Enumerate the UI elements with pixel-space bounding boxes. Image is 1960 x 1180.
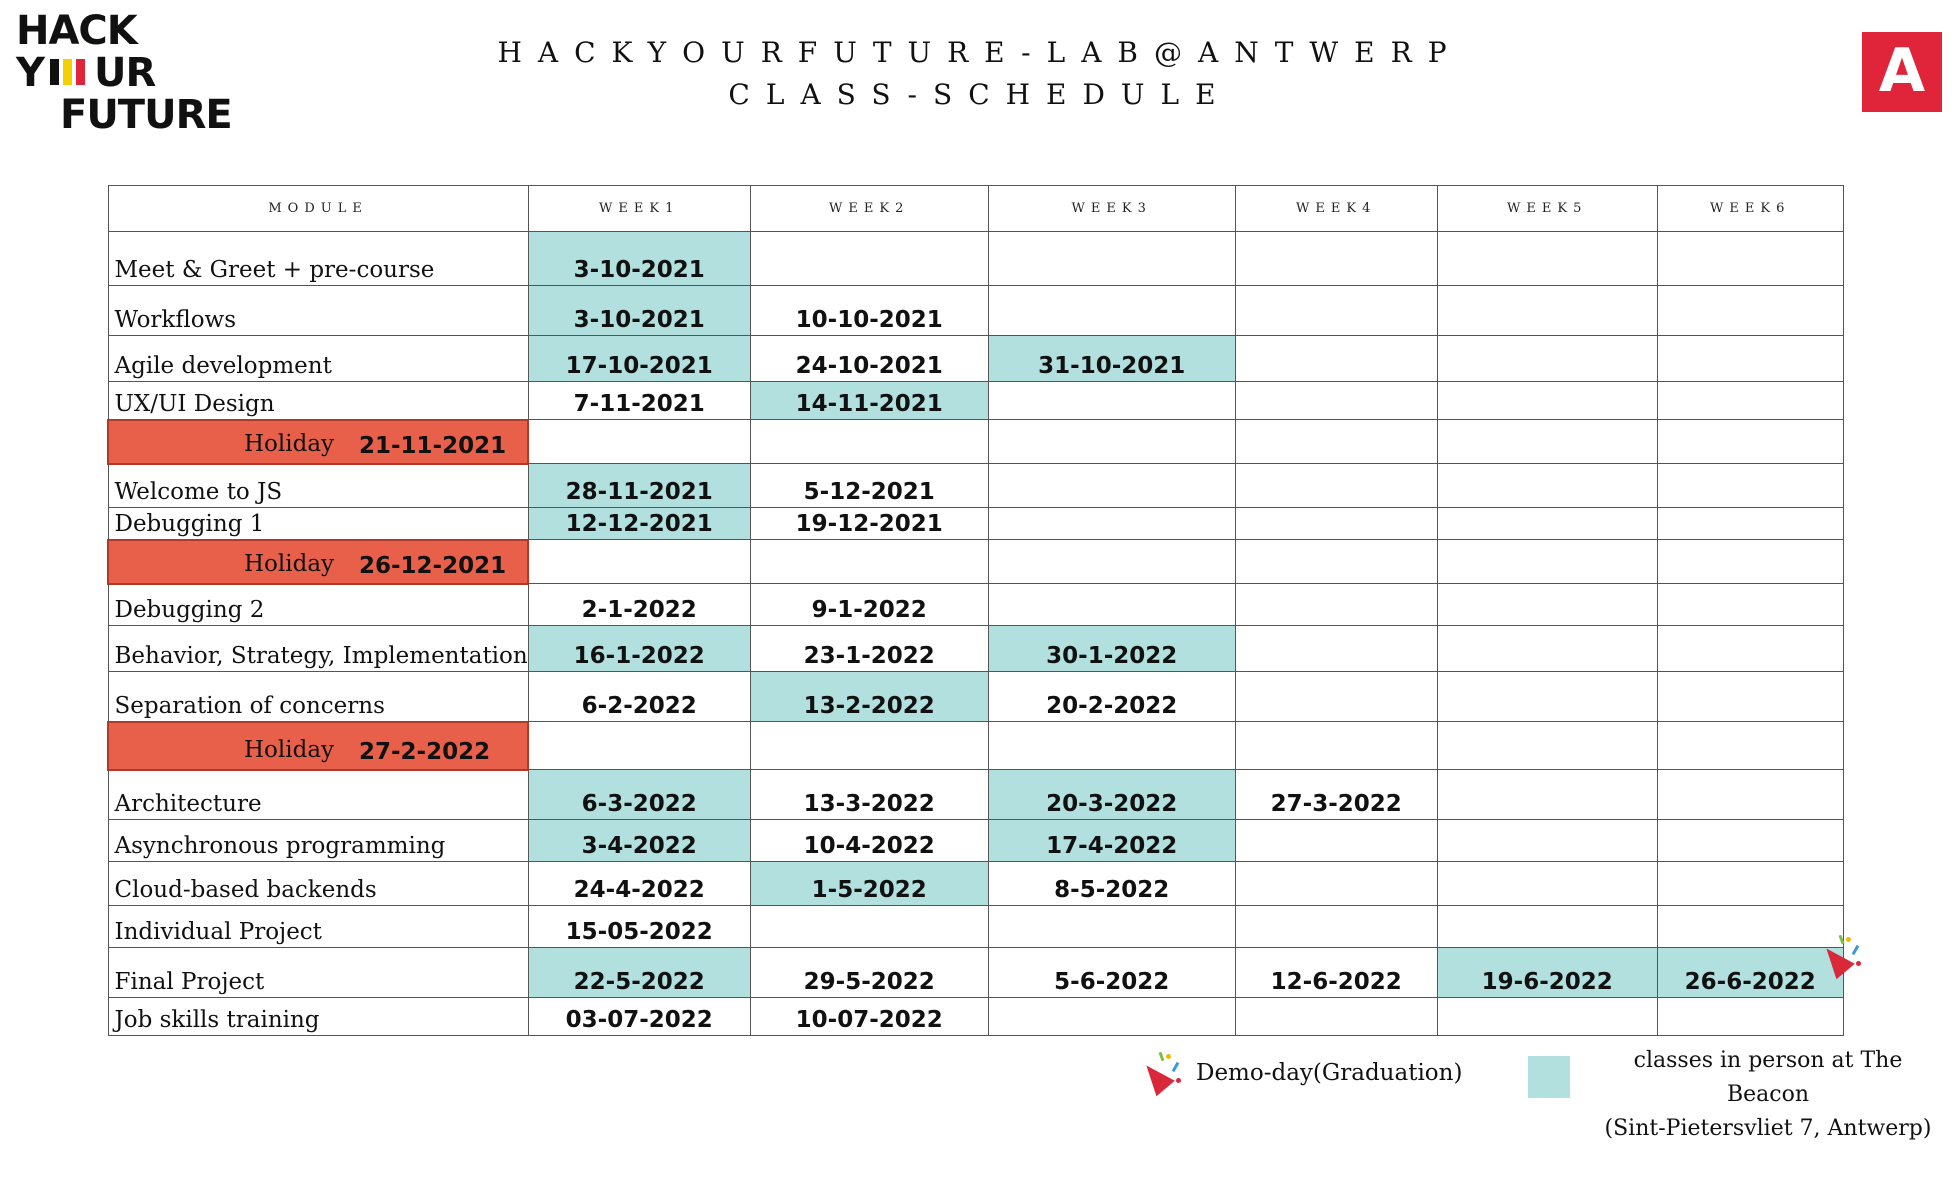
- table-row: [108, 382, 1843, 420]
- week-6-date: [1657, 862, 1843, 906]
- week-4-date: [1235, 906, 1437, 948]
- empty-cell: [1235, 420, 1437, 464]
- holiday-date: 26-12-2021: [359, 552, 507, 579]
- week-2-date: 19-12-2021: [750, 508, 988, 540]
- module-name: Welcome to JS: [108, 464, 528, 508]
- holiday-label: Holiday: [244, 550, 335, 577]
- empty-cell: [1235, 540, 1437, 584]
- empty-cell: [1437, 722, 1657, 770]
- week-4-date: [1235, 672, 1437, 722]
- empty-cell: [750, 722, 988, 770]
- week-5-date: [1437, 998, 1657, 1036]
- party-popper-icon: [1822, 935, 1862, 975]
- table-row: [108, 770, 1843, 820]
- antwerp-logo-letter: A: [1878, 36, 1926, 106]
- legend-in-person-line2: (Sint-Pietersvliet 7, Antwerp): [1604, 1116, 1932, 1141]
- week-1-date: 22-5-2022: [528, 948, 750, 998]
- module-name: Individual Project: [108, 906, 528, 948]
- week-1-date: 16-1-2022: [528, 626, 750, 672]
- week-2-date: 14-11-2021: [750, 382, 988, 420]
- holiday-row: [108, 722, 1843, 770]
- week-6-date: [1657, 508, 1843, 540]
- week-3-date: [988, 584, 1235, 626]
- week-1-date: 6-2-2022: [528, 672, 750, 722]
- week-1-date: 17-10-2021: [528, 336, 750, 382]
- week-6-date: [1657, 464, 1843, 508]
- week-6-date: [1657, 998, 1843, 1036]
- header-week-3: WEEK3: [988, 186, 1235, 232]
- module-name: Debugging 1: [108, 508, 528, 540]
- week-4-date: [1235, 232, 1437, 286]
- holiday-cell: [108, 540, 528, 584]
- week-5-date: [1437, 862, 1657, 906]
- week-2-date: 9-1-2022: [750, 584, 988, 626]
- week-6-date: [1657, 672, 1843, 722]
- holiday-date: 27-2-2022: [359, 738, 491, 765]
- module-name: Meet & Greet + pre-course: [108, 232, 528, 286]
- week-5-date: [1437, 232, 1657, 286]
- week-4-date: 12-6-2022: [1235, 948, 1437, 998]
- week-3-date: [988, 232, 1235, 286]
- empty-cell: [528, 722, 750, 770]
- module-name: Job skills training: [108, 998, 528, 1036]
- week-2-date: [750, 232, 988, 286]
- week-5-date: [1437, 906, 1657, 948]
- table-row: [108, 626, 1843, 672]
- module-name: Behavior, Strategy, Implementation: [108, 626, 528, 672]
- empty-cell: [988, 420, 1235, 464]
- table-row: [108, 508, 1843, 540]
- week-3-date: [988, 998, 1235, 1036]
- week-1-date: 2-1-2022: [528, 584, 750, 626]
- empty-cell: [988, 540, 1235, 584]
- holiday-date: 21-11-2021: [359, 432, 507, 459]
- week-3-date: 31-10-2021: [988, 336, 1235, 382]
- week-5-date: [1437, 820, 1657, 862]
- week-3-date: [988, 464, 1235, 508]
- week-5-date: [1437, 336, 1657, 382]
- module-name: Debugging 2: [108, 584, 528, 626]
- header-week-4: WEEK4: [1235, 186, 1437, 232]
- week-5-date: [1437, 626, 1657, 672]
- table-row: [108, 998, 1843, 1036]
- logo-ur: UR: [93, 50, 156, 96]
- empty-cell: [1657, 540, 1843, 584]
- module-name: Final Project: [108, 948, 528, 998]
- header-week-5: WEEK5: [1437, 186, 1657, 232]
- table-row: [108, 906, 1843, 948]
- week-4-date: [1235, 626, 1437, 672]
- legend-in-person: [1598, 1044, 1938, 1146]
- table-row: [108, 584, 1843, 626]
- table-header-row: [108, 186, 1843, 232]
- empty-cell: [988, 722, 1235, 770]
- week-6-date: [1657, 820, 1843, 862]
- week-4-date: [1235, 998, 1437, 1036]
- holiday-row: [108, 540, 1843, 584]
- week-4-date: [1235, 508, 1437, 540]
- table-row: [108, 464, 1843, 508]
- logo-y: Y: [16, 50, 44, 96]
- week-3-date: 30-1-2022: [988, 626, 1235, 672]
- week-3-date: [988, 382, 1235, 420]
- week-2-date: 23-1-2022: [750, 626, 988, 672]
- week-5-date: [1437, 286, 1657, 336]
- week-3-date: 20-2-2022: [988, 672, 1235, 722]
- module-name: Asynchronous programming: [108, 820, 528, 862]
- module-name: Separation of concerns: [108, 672, 528, 722]
- week-1-date: 3-10-2021: [528, 232, 750, 286]
- week-2-date: 10-07-2022: [750, 998, 988, 1036]
- week-5-date: [1437, 464, 1657, 508]
- week-3-date: 20-3-2022: [988, 770, 1235, 820]
- holiday-cell: [108, 722, 528, 770]
- holiday-label: Holiday: [244, 430, 335, 457]
- week-2-date: 13-3-2022: [750, 770, 988, 820]
- legend-in-person-swatch: [1528, 1056, 1570, 1098]
- legend-demo-day: Demo-day(Graduation): [1196, 1060, 1463, 1086]
- week-2-date: 10-10-2021: [750, 286, 988, 336]
- week-1-date: 28-11-2021: [528, 464, 750, 508]
- week-1-date: 03-07-2022: [528, 998, 750, 1036]
- week-6-date: [1657, 232, 1843, 286]
- module-name: UX/UI Design: [108, 382, 528, 420]
- week-4-date: [1235, 584, 1437, 626]
- week-5-date: [1437, 584, 1657, 626]
- empty-cell: [1437, 420, 1657, 464]
- class-schedule-table: [107, 185, 1844, 1036]
- table-row: [108, 336, 1843, 382]
- week-5-date: 19-6-2022: [1437, 948, 1657, 998]
- week-3-date: [988, 508, 1235, 540]
- empty-cell: [1437, 540, 1657, 584]
- week-5-date: [1437, 770, 1657, 820]
- week-1-date: 7-11-2021: [528, 382, 750, 420]
- module-name: Architecture: [108, 770, 528, 820]
- week-2-date: 1-5-2022: [750, 862, 988, 906]
- module-name: Agile development: [108, 336, 528, 382]
- page-subtitle: CLASS-SCHEDULE: [728, 78, 1232, 111]
- week-3-date: 8-5-2022: [988, 862, 1235, 906]
- page-title: HACKYOURFUTURE-LAB@ANTWERP: [497, 36, 1463, 69]
- table-row: [108, 948, 1843, 998]
- week-2-date: 13-2-2022: [750, 672, 988, 722]
- module-name: Cloud-based backends: [108, 862, 528, 906]
- empty-cell: [528, 420, 750, 464]
- week-3-date: [988, 286, 1235, 336]
- week-6-date: [1657, 382, 1843, 420]
- header-module: MODULE: [108, 186, 528, 232]
- antwerp-logo: [1862, 32, 1942, 112]
- demo-day-party-icon: [1142, 1052, 1182, 1092]
- empty-cell: [1657, 420, 1843, 464]
- hyf-logo: [16, 10, 232, 136]
- week-1-date: 12-12-2021: [528, 508, 750, 540]
- table-row: [108, 862, 1843, 906]
- header-week-1: WEEK1: [528, 186, 750, 232]
- week-1-date: 15-05-2022: [528, 906, 750, 948]
- week-6-date: 26-6-2022: [1657, 948, 1843, 998]
- week-6-date: [1657, 906, 1843, 948]
- week-4-date: [1235, 820, 1437, 862]
- week-6-date: [1657, 286, 1843, 336]
- table-row: [108, 820, 1843, 862]
- week-3-date: 17-4-2022: [988, 820, 1235, 862]
- empty-cell: [750, 540, 988, 584]
- empty-cell: [528, 540, 750, 584]
- header-week-6: WEEK6: [1657, 186, 1843, 232]
- table-row: [108, 286, 1843, 336]
- holiday-cell: [108, 420, 528, 464]
- logo-line-1: HACK: [16, 8, 137, 54]
- legend-in-person-line1: classes in person at The Beacon: [1633, 1048, 1903, 1107]
- holiday-row: [108, 420, 1843, 464]
- week-1-date: 24-4-2022: [528, 862, 750, 906]
- table-row: [108, 672, 1843, 722]
- week-6-date: [1657, 584, 1843, 626]
- week-1-date: 3-4-2022: [528, 820, 750, 862]
- week-2-date: 10-4-2022: [750, 820, 988, 862]
- week-3-date: [988, 906, 1235, 948]
- week-4-date: [1235, 336, 1437, 382]
- empty-cell: [1657, 722, 1843, 770]
- week-4-date: 27-3-2022: [1235, 770, 1437, 820]
- week-6-date: [1657, 626, 1843, 672]
- week-3-date: 5-6-2022: [988, 948, 1235, 998]
- week-4-date: [1235, 464, 1437, 508]
- empty-cell: [1235, 722, 1437, 770]
- week-2-date: 5-12-2021: [750, 464, 988, 508]
- empty-cell: [750, 420, 988, 464]
- week-6-date: [1657, 336, 1843, 382]
- week-2-date: 24-10-2021: [750, 336, 988, 382]
- week-1-date: 3-10-2021: [528, 286, 750, 336]
- header-week-2: WEEK2: [750, 186, 988, 232]
- week-5-date: [1437, 508, 1657, 540]
- module-name: Workflows: [108, 286, 528, 336]
- week-1-date: 6-3-2022: [528, 770, 750, 820]
- week-4-date: [1235, 286, 1437, 336]
- week-2-date: [750, 906, 988, 948]
- week-2-date: 29-5-2022: [750, 948, 988, 998]
- week-6-date: [1657, 770, 1843, 820]
- week-5-date: [1437, 382, 1657, 420]
- holiday-label: Holiday: [244, 736, 335, 763]
- logo-line-3: FUTURE: [60, 92, 232, 138]
- week-4-date: [1235, 382, 1437, 420]
- table-row: [108, 232, 1843, 286]
- week-5-date: [1437, 672, 1657, 722]
- week-4-date: [1235, 862, 1437, 906]
